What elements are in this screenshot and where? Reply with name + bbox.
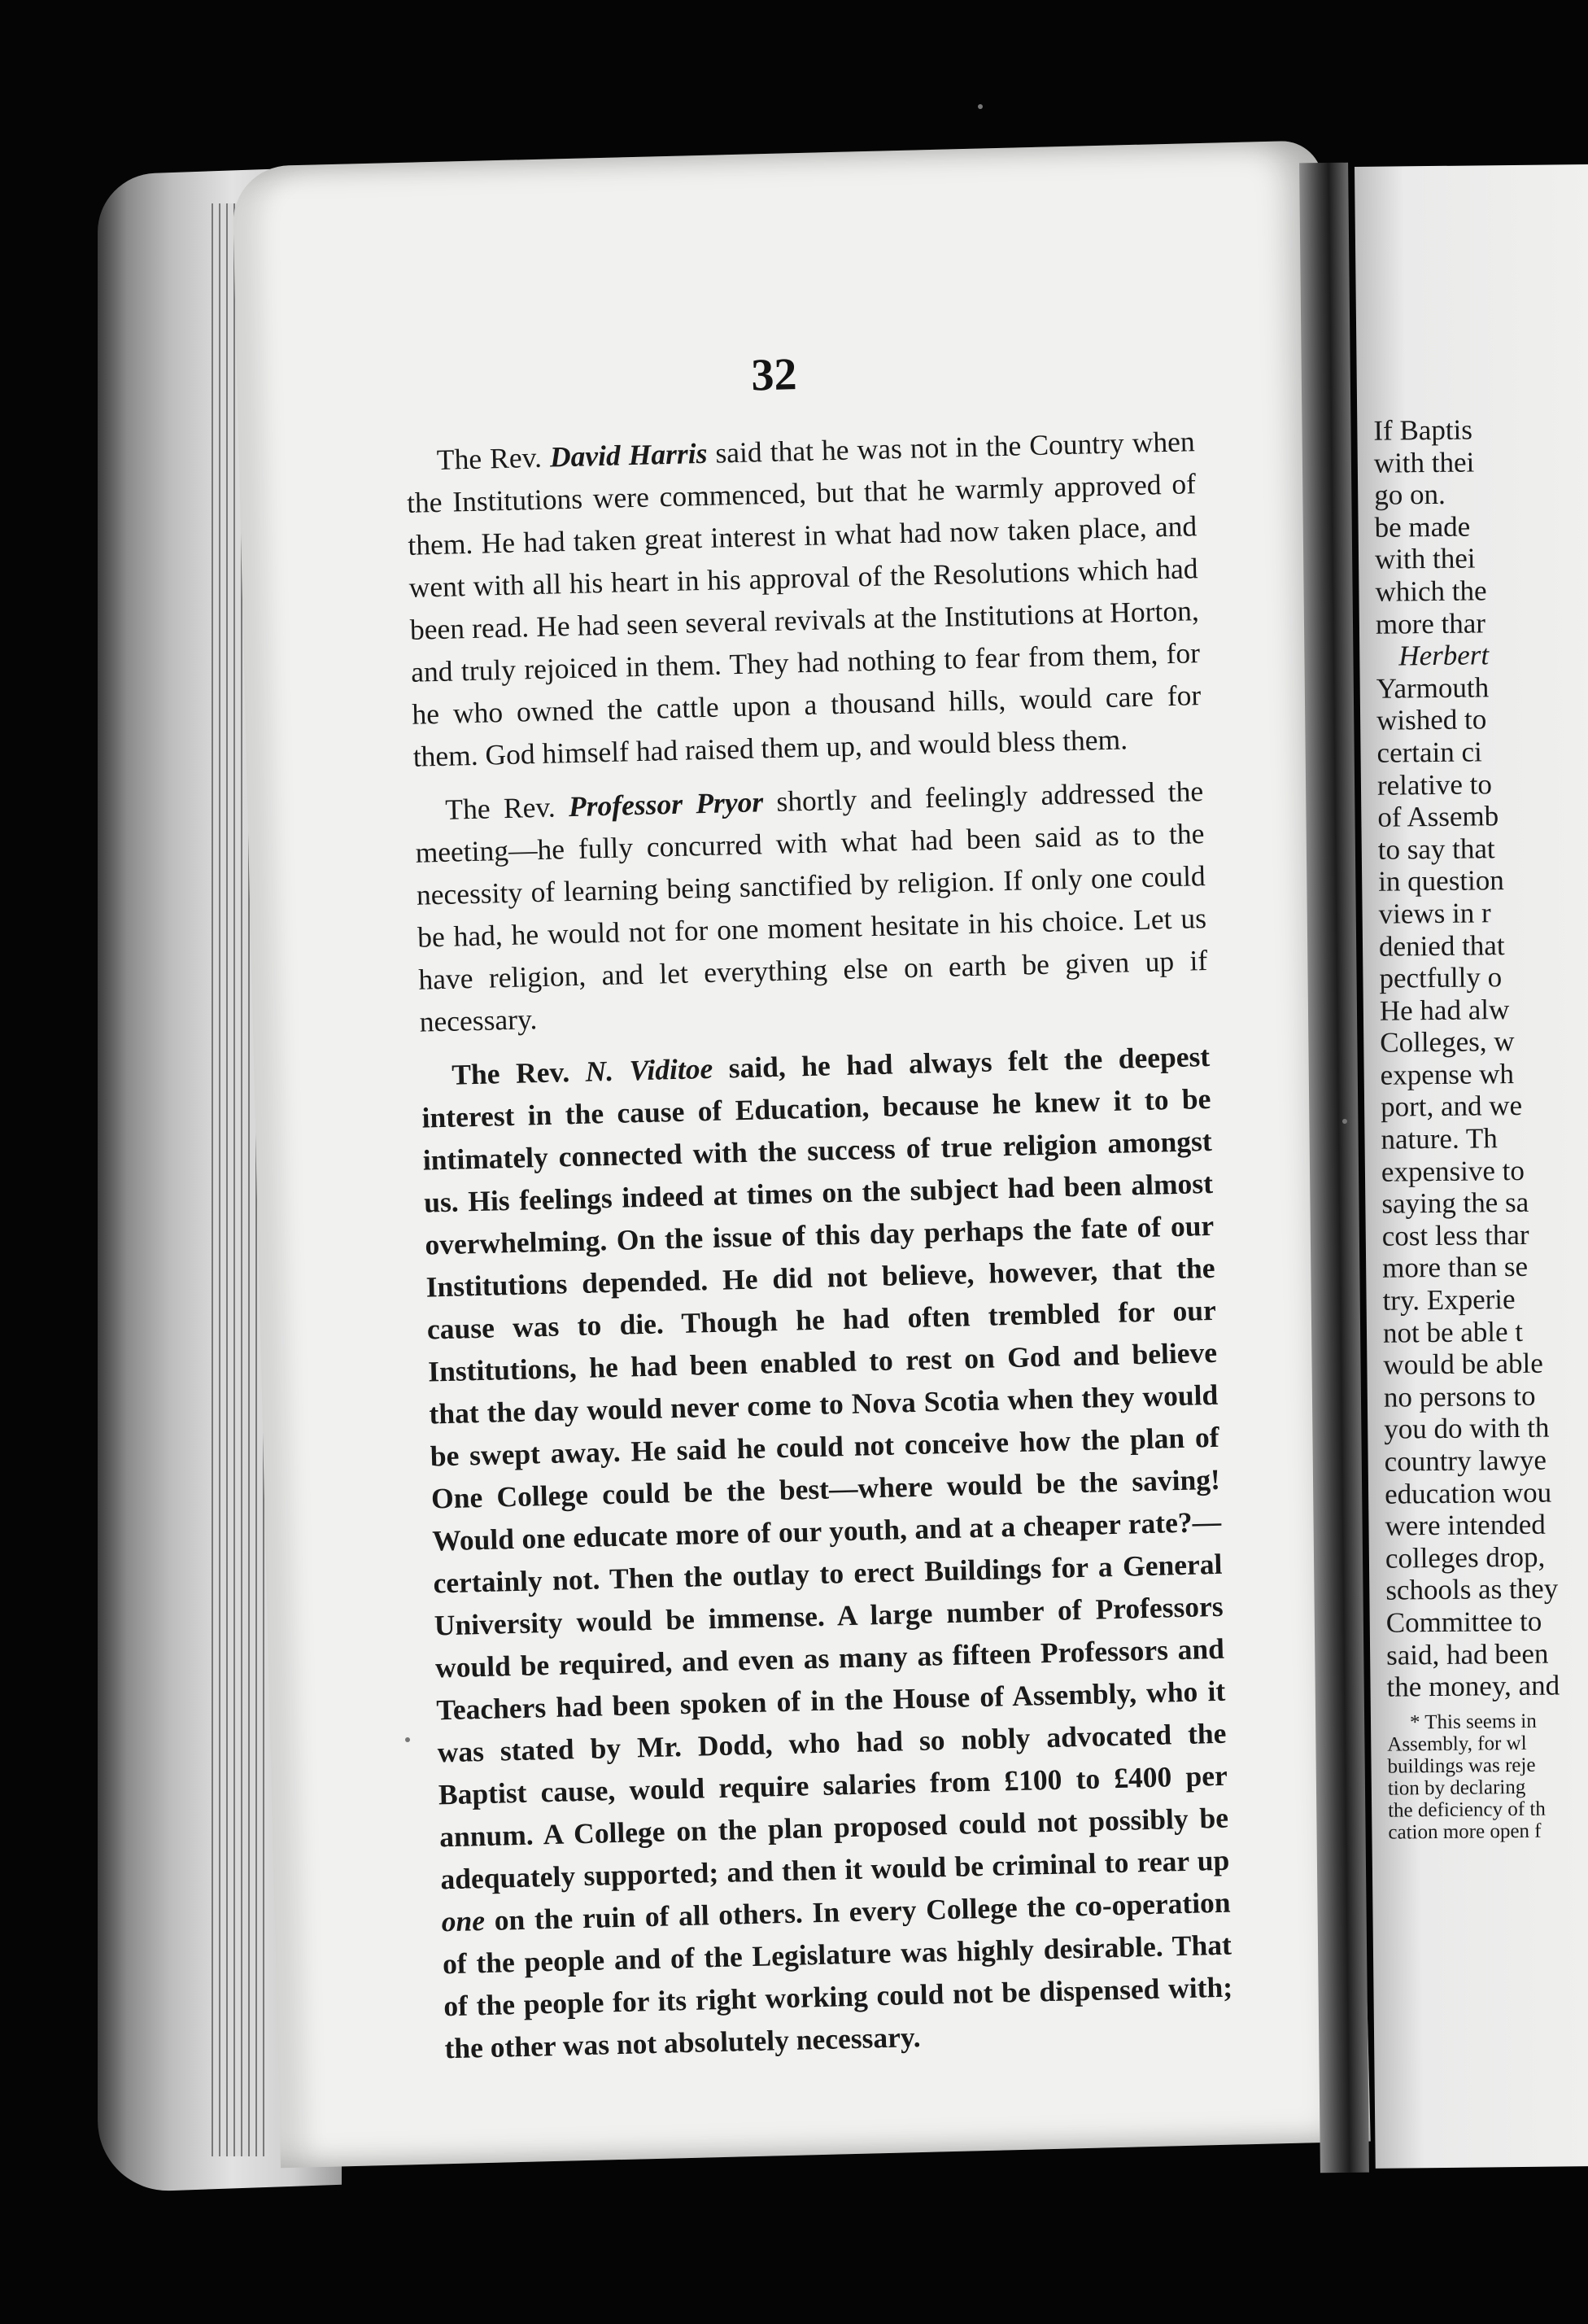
right-line: would be able (1383, 1347, 1543, 1381)
right-line: wished to (1376, 703, 1487, 737)
right-line: were intended (1385, 1508, 1546, 1542)
right-line: education wou (1384, 1476, 1552, 1510)
right-line: denied that (1378, 928, 1505, 963)
right-line: expensive to (1381, 1154, 1525, 1188)
right-line: with thei (1374, 542, 1476, 576)
right-line: be made (1374, 510, 1471, 544)
right-line: nature. Th (1381, 1122, 1498, 1155)
left-page (232, 140, 1371, 2168)
ink-speck (405, 1737, 410, 1742)
right-line: port, and we (1380, 1090, 1523, 1124)
right-line: try. Experie (1382, 1283, 1516, 1317)
right-line: more than se (1381, 1251, 1529, 1285)
right-line: cost less thar (1381, 1218, 1529, 1252)
page-number: 32 (750, 349, 798, 401)
footnote (1387, 1709, 1588, 1843)
right-line: more thar (1375, 606, 1486, 640)
right-line: Herbert (1398, 639, 1490, 672)
speaker-name: N. Viditoe (585, 1051, 713, 1088)
right-line: pectfully o (1379, 961, 1503, 994)
paragraph-pryor: The Rev. Professor Pryor shortly and feelingly addressed the meeting—he fully concurred with what had been said as to the necessity of learning being sanctified by religion. If only one could be had, he would not for one moment hesitate in his choice. Let us have religion, and let everything else on earth be given up if necessary. (415, 775, 1208, 1038)
right-line: expense wh (1380, 1057, 1515, 1091)
paragraph-viditoe: The Rev. N. Viditoe said, he had always felt the deepest interest in the cause of Education, because he knew it to be intimately connected with the success of true religion amongst us. His feelings indeed at times on the subject had been almost overwhelming. On the issue of this day perhaps the fate of our Institutions depended. He did not believe, however, that the cause was to die. Though he had often trembled for our Institutions, he had been enabled to rest on God and believe that the day would never come to Nova Scotia when they would be swept away. He said he could not conceive how the plan of One College could be the best—where would be the saving! Would one educate more of our youth, and at a cheaper rate?—certainly not. Then the outlay to erect Buildings for a General University would be immense. A large number of Professors would be required, and even as many as fifteen Professors and Teachers had been spoken of in the House of Assembly, who it was stated by Mr. Dodd, who had so nobly advocated the Baptist cause, would require salaries from £100 to £400 per annum. A College on the plan proposed could not possibly be adequately supported; and then it would be criminal to rear up one on the ruin of all others. In every College the co-operation of the people and of the Legislature was highly desirable. That of the people for its right working could not be dispensed with; the other was not absolutely necessary. (421, 1039, 1233, 2065)
left-text-column (405, 420, 1234, 2081)
right-line: country lawye (1384, 1444, 1547, 1478)
ink-speck (1342, 1119, 1347, 1124)
right-line: If Baptis (1373, 413, 1473, 447)
speaker-name: David Harris (549, 436, 708, 474)
footnote-line: the deficiency of th (1388, 1798, 1546, 1822)
right-line: which the (1375, 574, 1487, 608)
footnote-line: tion by declaring (1387, 1776, 1526, 1800)
right-line: Yarmouth (1376, 671, 1490, 705)
footnote-line: buildings was reje (1387, 1754, 1536, 1778)
right-line: in question (1377, 864, 1504, 898)
right-line: of Assemb (1377, 800, 1499, 833)
right-line: Colleges, w (1380, 1025, 1515, 1059)
right-line: schools as they (1385, 1572, 1559, 1607)
ink-speck (978, 104, 983, 109)
footnote-line: * This seems in (1409, 1710, 1537, 1734)
right-line: saying the sa (1381, 1186, 1529, 1220)
right-line: colleges drop, (1385, 1540, 1546, 1575)
right-line: certain ci (1376, 736, 1482, 769)
emphasis-word: one (441, 1904, 486, 1938)
right-line: no persons to (1383, 1379, 1536, 1413)
right-line: with thei (1373, 446, 1475, 479)
right-line: the money, and (1386, 1669, 1560, 1703)
right-line: said, had been (1385, 1637, 1549, 1671)
right-page (1355, 164, 1588, 2169)
speaker-name: Professor Pryor (568, 785, 764, 823)
right-line: Committee to (1385, 1605, 1542, 1639)
right-line: not be able t (1382, 1315, 1524, 1349)
paragraph-harris: The Rev. David Harris said that he was not in the Country when the Institutions were commenced, but that he warmly approved of them. He had taken great interest in what had now taken place, and went with all his heart in his approval of the Resolutions which had been read. He had seen several revivals at the Institutions at Horton, and truly rejoiced in them. They had nothing to fear from them, for he who owned the cattle upon a thousand hills, would care for them. God himself had raised them up, and would bless them. (406, 425, 1202, 773)
right-line: go on. (1374, 478, 1446, 511)
right-line: relative to (1376, 767, 1493, 802)
right-line: you do with th (1384, 1411, 1550, 1446)
right-text-column (1373, 413, 1588, 1844)
right-line: views in r (1378, 897, 1491, 930)
footnote-line: Assembly, for wl (1387, 1732, 1527, 1756)
right-line: He had alw (1379, 993, 1510, 1027)
right-line: to say that (1377, 832, 1495, 866)
footnote-line: cation more open f (1388, 1819, 1542, 1844)
